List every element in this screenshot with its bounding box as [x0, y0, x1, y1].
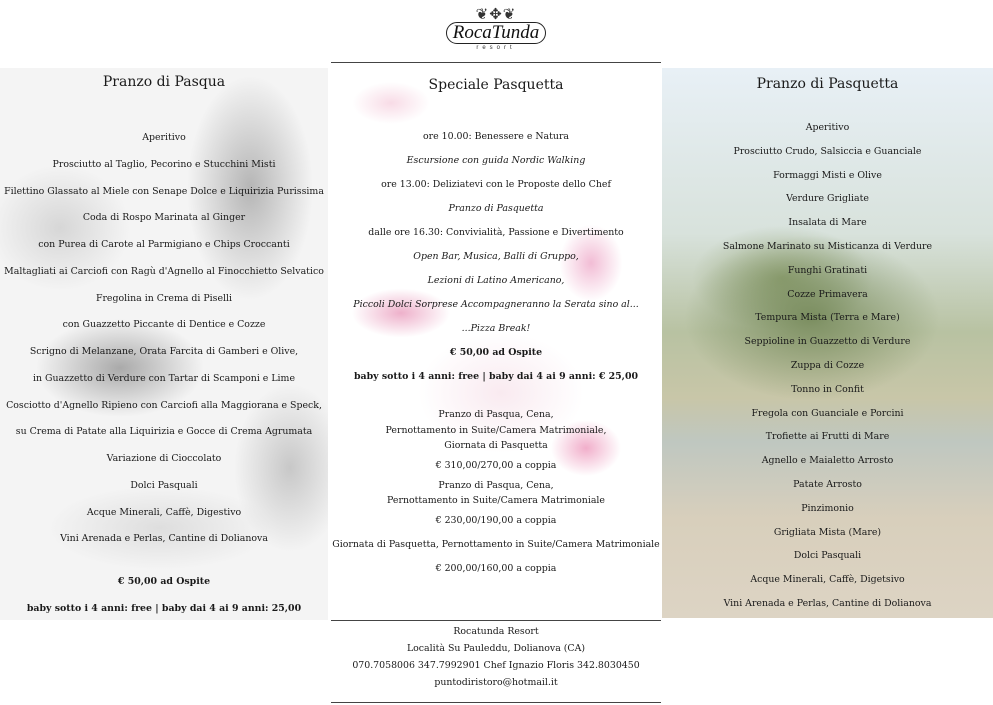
- program-list: [331, 125, 661, 389]
- menu-item: Patate Arrosto: [793, 478, 862, 490]
- menu-item: Vini Arenada e Perlas, Cantine di Dolianova: [723, 597, 932, 609]
- menu-item: Variazione di Cioccolato: [106, 453, 222, 464]
- menu-item: Grigliata Mista (Mare): [773, 526, 882, 538]
- package-price: € 200,00/160,00 a coppia: [435, 562, 557, 574]
- menu-item: Cosciotto d'Agnello Ripieno con Carciofi alla Maggiorana e Speck,: [6, 399, 322, 411]
- menu-item: su Crema di Patate alla Liquirizia e Gocce di Crema Agrumata: [15, 426, 313, 438]
- menu-item: Maltagliati ai Carciofi con Ragù d'Agnello al Finocchietto Selvatico: [4, 265, 324, 277]
- easter-lunch-baby-price: baby sotto i 4 anni: free | baby dai 4 ai 9 anni: 25,00: [26, 602, 302, 614]
- menu-item: Pinzimonio: [801, 502, 854, 514]
- divider: [331, 702, 661, 703]
- program-line: Lezioni di Latino Americano,: [427, 275, 565, 286]
- menu-item: Filettino Glassato al Miele con Senape Dolce e Liquirizia Purissima: [4, 185, 324, 197]
- program-line: Escursione con guida Nordic Walking: [406, 155, 586, 166]
- menu-item: in Guazzetto di Verdure con Tartar di Scamponi e Lime: [33, 372, 295, 384]
- package-line: Giornata di Pasquetta: [444, 440, 548, 451]
- program-line: Open Bar, Musica, Balli di Gruppo,: [413, 251, 579, 262]
- easter-lunch-menu: [0, 125, 328, 620]
- menu-item: Aperitivo: [142, 132, 186, 143]
- menu-item: Coda di Rospo Marinata al Ginger: [82, 212, 246, 224]
- program-line: ore 10.00: Benessere e Natura: [422, 131, 570, 142]
- package-line: Pernottamento in Suite/Camera Matrimoniale: [387, 495, 605, 506]
- easter-monday-lunch-menu: [662, 116, 993, 616]
- special-price: € 50,00 ad Ospite: [449, 347, 543, 358]
- package-line: Giornata di Pasquetta, Pernottamento in Suite/Camera Matrimoniale: [332, 538, 660, 550]
- resort-name: Rocatunda Resort: [453, 626, 539, 637]
- package-price: € 310,00/270,00 a coppia: [435, 459, 557, 471]
- menu-item: Prosciutto Crudo, Salsiccia e Guanciale: [733, 145, 922, 157]
- menu-item: Tonno in Confit: [791, 383, 864, 395]
- menu-item: Seppioline in Guazzetto di Verdure: [744, 336, 911, 348]
- easter-lunch-column: [0, 68, 328, 620]
- menu-item: Fregolina in Crema di Piselli: [95, 292, 233, 304]
- resort-phones: 070.7058006 347.7992901 Chef Ignazio Floris 342.8030450: [352, 660, 640, 671]
- easter-monday-lunch-title: Pranzo di Pasquetta: [756, 76, 899, 92]
- menu-item: Vini Arenada e Perlas, Cantine di Dolianova: [60, 533, 268, 545]
- package-price: € 230,00/190,00 a coppia: [435, 514, 557, 526]
- menu-item: Funghi Gratinati: [787, 264, 868, 276]
- menu-item: Dolci Pasquali: [130, 479, 198, 491]
- easter-monday-special-column: [331, 62, 661, 621]
- menu-item: Acque Minerali, Caffè, Digestivo: [86, 506, 242, 518]
- package-line: Pranzo di Pasqua, Cena,: [438, 409, 554, 420]
- logo-subtitle: resort: [476, 45, 516, 51]
- ornament-icon: ❦✥❦: [475, 5, 517, 23]
- special-baby-price: baby sotto i 4 anni: free | baby dai 4 ai 9 anni: € 25,00: [353, 371, 638, 382]
- resort-email[interactable]: puntodiristoro@hotmail.it: [434, 677, 558, 688]
- easter-monday-lunch-column: [662, 68, 993, 618]
- menu-item: Prosciutto al Taglio, Pecorino e Stucchini Misti: [52, 158, 276, 170]
- menu-item: Salmone Marinato su Misticanza di Verdure: [722, 240, 933, 252]
- program-line: ...Pizza Break!: [461, 323, 531, 334]
- menu-item: Cozze Primavera: [787, 288, 868, 300]
- easter-monday-special-title: Speciale Pasquetta: [428, 77, 564, 93]
- easter-lunch-price: € 50,00 ad Ospite: [117, 576, 211, 587]
- menu-item: Tempura Mista (Terra e Mare): [755, 312, 900, 324]
- program-line: Piccoli Dolci Sorprese Accompagneranno la Serata sino al...: [353, 299, 639, 310]
- menu-item: Fregola con Guanciale e Porcini: [751, 407, 904, 419]
- packages-list: [331, 407, 661, 581]
- menu-item: Scrigno di Melanzane, Orata Farcita di Gamberi e Olive,: [29, 346, 299, 357]
- resort-address: Località Su Pauleddu, Dolianova (CA): [406, 643, 586, 654]
- menu-item: Agnello e Maialetto Arrosto: [761, 455, 894, 467]
- menu-item: Acque Minerali, Caffè, Digetsivo: [750, 574, 905, 586]
- menu-item: Insalata di Mare: [788, 217, 867, 229]
- menu-item: Trofiette ai Frutti di Mare: [765, 431, 890, 443]
- program-line: dalle ore 16.30: Convivialità, Passione e Divertimento: [368, 227, 624, 238]
- menu-item: Verdure Grigliate: [786, 193, 869, 205]
- contact-footer: [331, 620, 661, 705]
- menu-item: Formaggi Misti e Olive: [773, 169, 882, 181]
- package-line: Pernottamento in Suite/Camera Matrimoniale,: [385, 424, 607, 436]
- menu-item: Zuppa di Cozze: [790, 359, 865, 371]
- program-line: ore 13.00: Deliziatevi con le Proposte dello Chef: [381, 179, 611, 190]
- easter-lunch-title: Pranzo di Pasqua: [102, 74, 226, 90]
- program-line: Pranzo di Pasquetta: [448, 203, 544, 214]
- menu-item: con Guazzetto Piccante di Dentice e Cozze: [62, 319, 266, 331]
- menu-item: Aperitivo: [805, 122, 850, 133]
- package-line: Pranzo di Pasqua, Cena,: [438, 479, 554, 491]
- menu-item: Dolci Pasquali: [793, 550, 862, 562]
- logo: [440, 6, 552, 58]
- logo-name: RocaTunda: [446, 22, 547, 44]
- menu-item: con Purea di Carote al Parmigiano e Chips Croccanti: [38, 239, 290, 250]
